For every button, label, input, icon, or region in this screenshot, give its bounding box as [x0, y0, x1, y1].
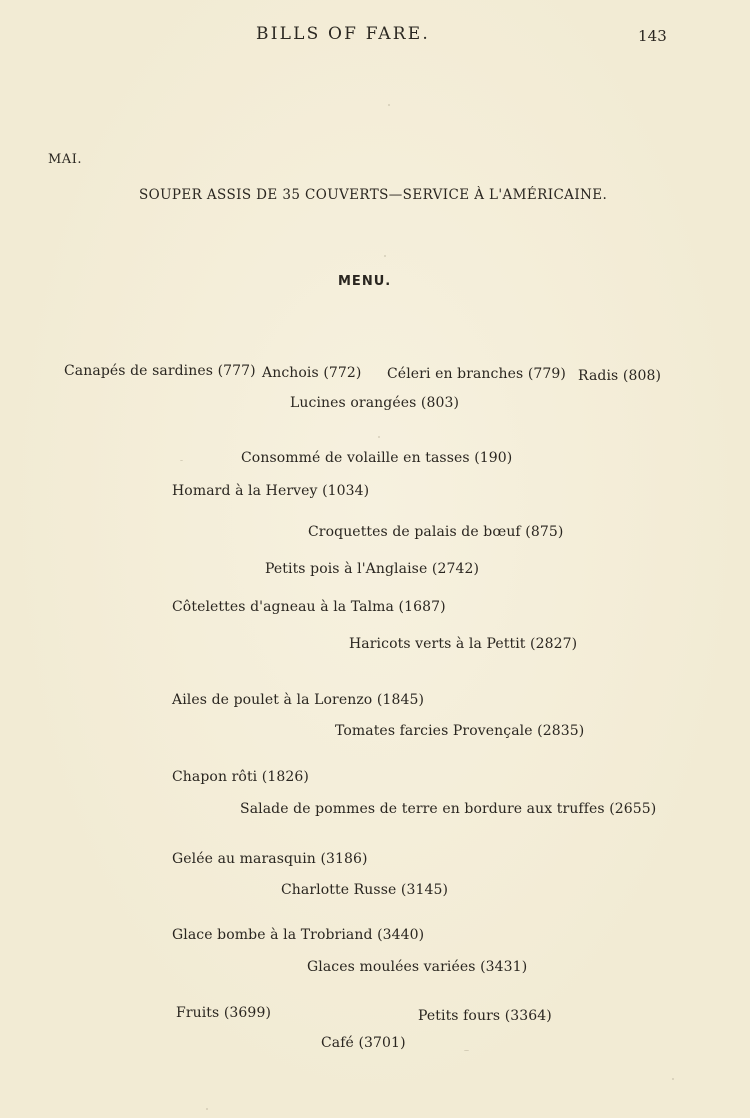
- paper-speck: [384, 255, 386, 257]
- menu-item-canapes: Canapés de sardines (777): [64, 363, 256, 379]
- menu-item-glace-bombe: Glace bombe à la Trobriand (3440): [172, 927, 425, 943]
- menu-item-glaces-moulees: Glaces moulées variées (3431): [307, 959, 528, 975]
- page-number: 143: [638, 27, 667, 45]
- menu-item-haricots: Haricots verts à la Pettit (2827): [349, 636, 578, 652]
- menu-item-homard: Homard à la Hervey (1034): [172, 483, 370, 499]
- menu-item-chapon: Chapon rôti (1826): [172, 769, 309, 785]
- menu-item-charlotte: Charlotte Russe (3145): [281, 882, 449, 898]
- menu-item-croquettes: Croquettes de palais de bœuf (875): [308, 524, 564, 540]
- menu-item-petits-fours: Petits fours (3364): [418, 1008, 552, 1024]
- menu-item-gelee: Gelée au marasquin (3186): [172, 851, 368, 867]
- menu-item-cafe: Café (3701): [321, 1035, 406, 1051]
- menu-subtitle: SOUPER ASSIS DE 35 COUVERTS—SERVICE À L'AMÉRICAINE.: [139, 187, 608, 203]
- menu-item-cotelettes: Côtelettes d'agneau à la Talma (1687): [172, 599, 446, 615]
- menu-item-ailes: Ailes de poulet à la Lorenzo (1845): [172, 692, 425, 708]
- paper-speck: [672, 1078, 674, 1080]
- menu-item-anchois: Anchois (772): [262, 365, 362, 381]
- menu-item-fruits: Fruits (3699): [176, 1005, 272, 1021]
- menu-item-celeri: Céleri en branches (779): [387, 366, 566, 382]
- running-title: BILLS OF FARE.: [256, 24, 430, 44]
- menu-item-salade: Salade de pommes de terre en bordure aux truffes (2655): [240, 801, 657, 817]
- menu-item-tomates: Tomates farcies Provençale (2835): [335, 723, 585, 739]
- month-label: MAI.: [48, 152, 82, 167]
- paper-speck: [388, 104, 390, 106]
- menu-heading: MENU.: [338, 274, 392, 289]
- paper-speck: [180, 460, 183, 461]
- menu-item-petits-pois: Petits pois à l'Anglaise (2742): [265, 561, 480, 577]
- paper-speck: [464, 1050, 469, 1051]
- paper-speck: [378, 436, 380, 438]
- menu-item-consomme: Consommé de volaille en tasses (190): [241, 450, 513, 466]
- paper-speck: [206, 1108, 208, 1110]
- menu-item-radis: Radis (808): [578, 368, 662, 384]
- menu-item-lucines: Lucines orangées (803): [290, 395, 460, 411]
